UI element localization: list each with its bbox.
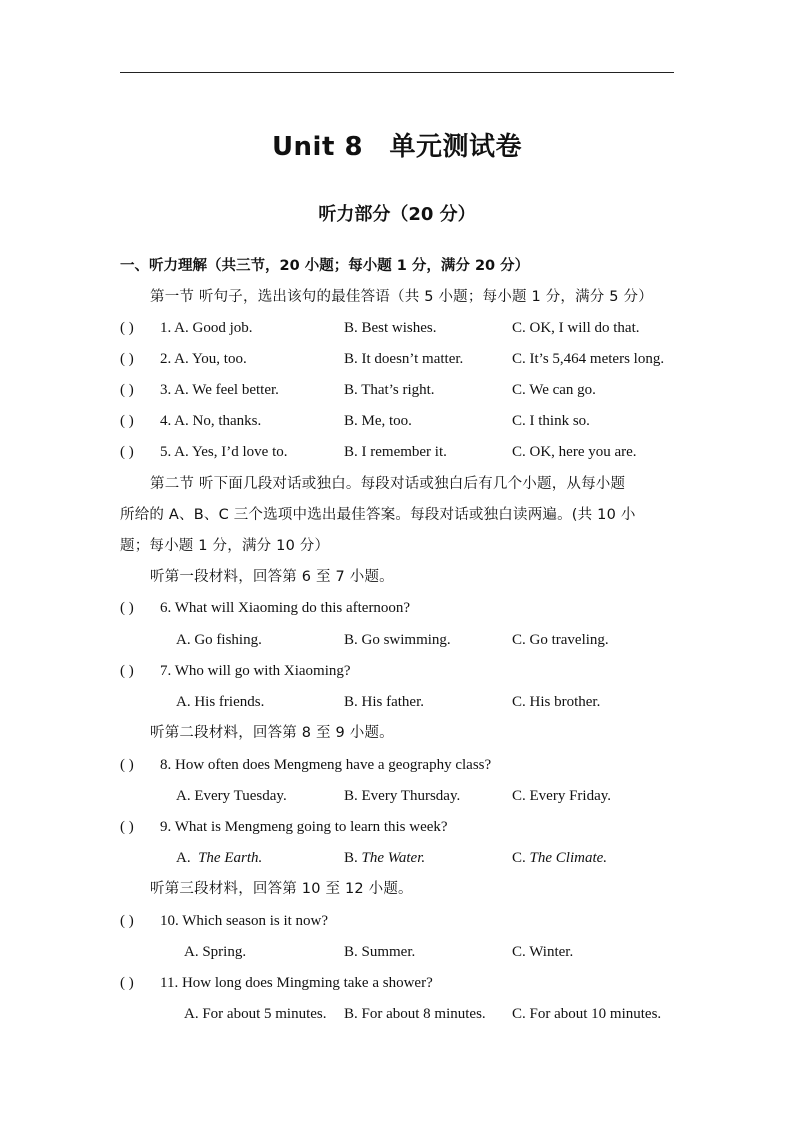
- option-c: C. Every Friday.: [512, 788, 612, 804]
- option-a: A. Every Tuesday.: [176, 788, 287, 804]
- answer-blank: ( ): [120, 382, 134, 398]
- answer-blank: ( ): [120, 320, 134, 336]
- header-rule: [120, 72, 674, 73]
- option-a: 3. A. We feel better.: [160, 382, 279, 398]
- part2-intro-line: 所给的 A、B、C 三个选项中选出最佳答案。每段对话或独白读两遍。(共 10 小: [120, 507, 636, 523]
- option-c: C. OK, I will do that.: [512, 320, 640, 336]
- option-c: C. Go traveling.: [512, 632, 609, 648]
- option-label: C.: [512, 850, 526, 866]
- part2-intro-line: 第二节 听下面几段对话或独白。每段对话或独白后有几个小题，从每小题: [150, 476, 626, 492]
- option-text: The Earth.: [198, 850, 263, 866]
- material-instruction: 听第三段材料，回答第 10 至 12 小题。: [150, 881, 413, 897]
- answer-blank: ( ): [120, 351, 134, 367]
- material-instruction: 听第二段材料，回答第 8 至 9 小题。: [150, 725, 394, 741]
- answer-blank: ( ): [120, 913, 134, 929]
- part1-intro: 第一节 听句子，选出该句的最佳答语（共 5 小题；每小题 1 分，满分 5 分）: [150, 289, 653, 305]
- answer-blank: ( ): [120, 819, 134, 835]
- option-b: B. Go swimming.: [344, 632, 451, 648]
- option-a: 2. A. You, too.: [160, 351, 247, 367]
- option-text: The Climate.: [529, 850, 608, 866]
- answer-blank: ( ): [120, 757, 134, 773]
- section-heading: 一、听力理解（共三节，20 小题；每小题 1 分，满分 20 分）: [120, 258, 530, 274]
- page-subtitle: 听力部分（20 分）: [318, 204, 476, 225]
- answer-blank: ( ): [120, 444, 134, 460]
- option-b: B. Best wishes.: [344, 320, 437, 336]
- option-label: B.: [344, 850, 358, 866]
- option-b: B. I remember it.: [344, 444, 447, 460]
- option-a: 4. A. No, thanks.: [160, 413, 262, 429]
- option-c: C. OK, here you are.: [512, 444, 637, 460]
- option-a: A. Spring.: [184, 944, 247, 960]
- material-instruction: 听第一段材料，回答第 6 至 7 小题。: [150, 569, 394, 585]
- answer-blank: ( ): [120, 413, 134, 429]
- question-text: 10. Which season is it now?: [160, 913, 329, 929]
- option-a: A. His friends.: [176, 694, 265, 710]
- option-text: The Water.: [361, 850, 426, 866]
- answer-blank: ( ): [120, 975, 134, 991]
- option-c: C. It’s 5,464 meters long.: [512, 351, 665, 367]
- option-c: C. For about 10 minutes.: [512, 1006, 662, 1022]
- option-a: A. Go fishing.: [176, 632, 262, 648]
- option-c: C. Winter.: [512, 944, 574, 960]
- question-text: 7. Who will go with Xiaoming?: [160, 663, 351, 679]
- option-c: [512, 848, 607, 868]
- option-b: B. Summer.: [344, 944, 416, 960]
- option-b: B. Me, too.: [344, 413, 412, 429]
- option-a: A. For about 5 minutes.: [184, 1006, 327, 1022]
- option-b: B. Every Thursday.: [344, 788, 461, 804]
- option-b: B. His father.: [344, 694, 424, 710]
- option-c: C. We can go.: [512, 382, 596, 398]
- option-b: B. For about 8 minutes.: [344, 1006, 486, 1022]
- option-label: A.: [176, 850, 191, 866]
- option-c: C. His brother.: [512, 694, 601, 710]
- answer-blank: ( ): [120, 600, 134, 616]
- option-a: [176, 848, 262, 868]
- option-b: B. It doesn’t matter.: [344, 351, 464, 367]
- question-text: 9. What is Mengmeng going to learn this week?: [160, 819, 448, 835]
- answer-blank: ( ): [120, 663, 134, 679]
- page-title: Unit 8 单元测试卷: [271, 132, 523, 162]
- option-b: [344, 848, 425, 868]
- question-text: 11. How long does Mingming take a shower?: [160, 975, 433, 991]
- option-a: 5. A. Yes, I’d love to.: [160, 444, 288, 460]
- part2-intro-line: 题；每小题 1 分，满分 10 分）: [120, 538, 330, 554]
- option-b: B. That’s right.: [344, 382, 435, 398]
- option-a: 1. A. Good job.: [160, 320, 253, 336]
- question-text: 6. What will Xiaoming do this afternoon?: [160, 600, 411, 616]
- question-text: 8. How often does Mengmeng have a geography class?: [160, 757, 492, 773]
- option-c: C. I think so.: [512, 413, 590, 429]
